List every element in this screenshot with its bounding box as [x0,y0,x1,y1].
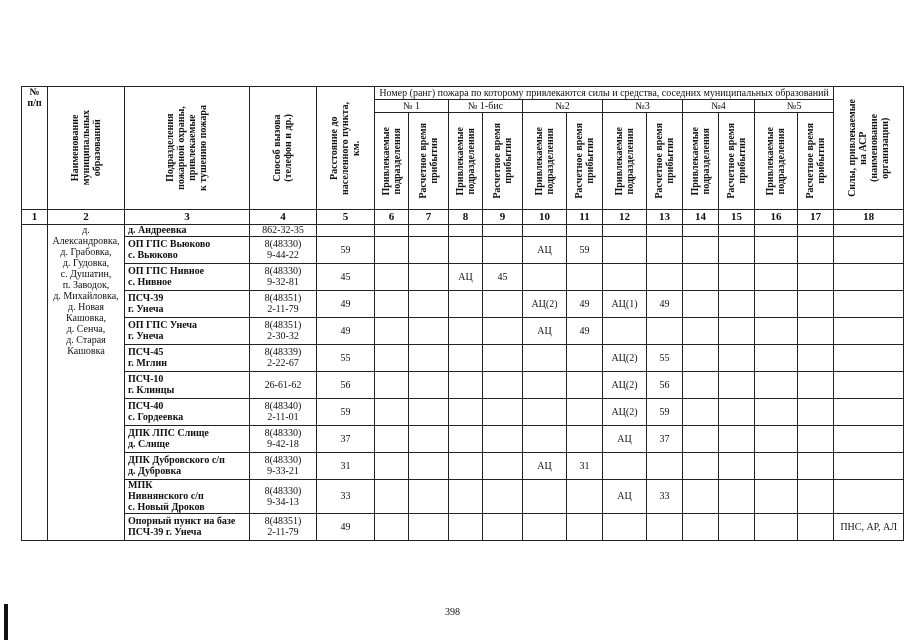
unit-cell: д. Андреевка [125,225,250,237]
arrival-time-cell [647,514,683,541]
rank-5-units-header: Привлекаемые подразделения [755,113,798,210]
phone-cell: 8(48330) 9-42-18 [250,426,317,453]
distance-cell: 37 [317,426,375,453]
engaged-units-cell [449,237,483,264]
table-row [22,399,904,426]
arrival-time-cell [798,480,834,514]
phone-cell: 8(48351) 2-11-79 [250,514,317,541]
arrival-time-cell [483,318,523,345]
fire-forces-table [21,86,904,541]
rank-3-units-header: Привлекаемые подразделения [603,113,647,210]
engaged-units-cell [755,399,798,426]
phone-cell: 8(48330) 9-32-81 [250,264,317,291]
engaged-units-cell: АЦ [603,426,647,453]
engaged-units-cell [449,291,483,318]
phone-cell: 8(48339) 2-22-67 [250,345,317,372]
engaged-units-cell: АЦ [523,453,567,480]
unit-cell: ПСЧ-45 г. Мглин [125,345,250,372]
engaged-units-cell [755,264,798,291]
col-number: 3 [125,210,250,225]
distance-cell: 49 [317,318,375,345]
asr-forces-cell [834,318,904,345]
rank-4-time-header: Расчетное время прибытия [719,113,755,210]
engaged-units-cell [523,514,567,541]
engaged-units-cell [683,291,719,318]
engaged-units-cell [683,514,719,541]
phone-cell: 8(48330) 9-34-13 [250,480,317,514]
engaged-units-cell [449,318,483,345]
engaged-units-cell [375,453,409,480]
engaged-units-cell: АЦ [603,480,647,514]
arrival-time-cell [798,291,834,318]
arrival-time-cell [798,225,834,237]
arrival-time-cell [409,225,449,237]
engaged-units-cell [603,264,647,291]
rank-5-time-header: Расчетное время прибытия [798,113,834,210]
col-number: 9 [483,210,523,225]
arrival-time-cell [647,225,683,237]
engaged-units-cell [523,264,567,291]
engaged-units-cell [449,514,483,541]
scan-edge-mark [4,604,8,640]
arrival-time-cell [567,372,603,399]
distance-cell: 59 [317,399,375,426]
table-row [22,372,904,399]
asr-forces-cell: ПНС, АР, АЛ [834,514,904,541]
unit-cell: ДПК Дубровского с/п д. Дубровка [125,453,250,480]
distance-cell: 49 [317,291,375,318]
phone-cell: 8(48340) 2-11-01 [250,399,317,426]
asr-forces-cell [834,225,904,237]
arrival-time-cell: 31 [567,453,603,480]
arrival-time-cell [483,480,523,514]
col-number: 11 [567,210,603,225]
arrival-time-cell [719,453,755,480]
arrival-time-cell [798,399,834,426]
table-row [22,291,904,318]
page-number: 398 [445,607,460,618]
asr-forces-cell [834,345,904,372]
arrival-time-cell [567,225,603,237]
arrival-time-cell [647,318,683,345]
engaged-units-cell [449,345,483,372]
engaged-units-cell [523,399,567,426]
arrival-time-cell [409,453,449,480]
arrival-time-cell [483,345,523,372]
engaged-units-cell [683,225,719,237]
engaged-units-cell: АЦ(1) [603,291,647,318]
arrival-time-cell [409,372,449,399]
arrival-time-cell [798,237,834,264]
engaged-units-cell [755,453,798,480]
arrival-time-cell [483,426,523,453]
engaged-units-cell [755,345,798,372]
rank-2-header: №2 [523,100,603,113]
unit-cell: Опорный пункт на базе ПСЧ-39 г. Унеча [125,514,250,541]
arrival-time-cell [483,514,523,541]
arrival-time-cell [719,291,755,318]
col-number: 13 [647,210,683,225]
arrival-time-cell: 55 [647,345,683,372]
arrival-time-cell: 33 [647,480,683,514]
engaged-units-cell [523,225,567,237]
table-row [22,318,904,345]
arrival-time-cell: 56 [647,372,683,399]
arrival-time-cell: 49 [647,291,683,318]
asr-forces-cell [834,453,904,480]
engaged-units-cell [683,318,719,345]
engaged-units-cell [375,264,409,291]
engaged-units-cell [603,453,647,480]
arrival-time-cell [719,264,755,291]
engaged-units-cell [755,225,798,237]
header-num: № п/п [22,87,48,210]
phone-cell: 8(48330) 9-33-21 [250,453,317,480]
engaged-units-cell [683,264,719,291]
engaged-units-cell: АЦ(2) [603,345,647,372]
table-row [22,237,904,264]
arrival-time-cell [483,372,523,399]
arrival-time-cell [647,237,683,264]
engaged-units-cell [755,237,798,264]
arrival-time-cell: 59 [647,399,683,426]
asr-forces-cell [834,480,904,514]
asr-forces-cell [834,237,904,264]
engaged-units-cell [375,514,409,541]
distance-cell: 33 [317,480,375,514]
arrival-time-cell [719,237,755,264]
engaged-units-cell [523,426,567,453]
distance-cell: 45 [317,264,375,291]
engaged-units-cell [375,399,409,426]
arrival-time-cell [798,453,834,480]
asr-forces-cell [834,399,904,426]
arrival-time-cell: 37 [647,426,683,453]
arrival-time-cell [409,426,449,453]
engaged-units-cell [755,318,798,345]
engaged-units-cell [683,237,719,264]
phone-cell: 8(48330) 9-44-22 [250,237,317,264]
arrival-time-cell [719,514,755,541]
asr-forces-cell [834,426,904,453]
engaged-units-cell [375,237,409,264]
distance-cell: 49 [317,514,375,541]
arrival-time-cell [719,399,755,426]
engaged-units-cell [449,480,483,514]
engaged-units-cell [449,372,483,399]
arrival-time-cell [798,318,834,345]
unit-cell: МПК Нивнянского с/п с. Новый Дроков [125,480,250,514]
arrival-time-cell [647,264,683,291]
engaged-units-cell [375,345,409,372]
unit-cell: ДПК ЛПС Слище д. Слище [125,426,250,453]
unit-cell: ПСЧ-39 г. Унеча [125,291,250,318]
municipality-cell: д. Александровка, д. Грабовка, д. Гудовка, с. Душатин, п. Заводок, д. Михайловка, д. Новая Кашовка, д. Сенча, д. Старая Кашовка [48,225,125,541]
rank-1-units-header: Привлекаемые подразделения [375,113,409,210]
rank-1-header: № 1 [375,100,449,113]
col-number: 4 [250,210,317,225]
engaged-units-cell: АЦ(2) [523,291,567,318]
engaged-units-cell [755,426,798,453]
rank-2-units-header: Привлекаемые подразделения [523,113,567,210]
arrival-time-cell [483,225,523,237]
unit-cell: ПСЧ-40 с. Гордеевка [125,399,250,426]
arrival-time-cell [567,480,603,514]
engaged-units-cell [375,426,409,453]
engaged-units-cell [683,372,719,399]
engaged-units-cell: АЦ [449,264,483,291]
engaged-units-cell: АЦ(2) [603,399,647,426]
arrival-time-cell [409,345,449,372]
unit-cell: ОП ГПС Нивное с. Нивное [125,264,250,291]
distance-cell: 55 [317,345,375,372]
engaged-units-cell: АЦ [523,237,567,264]
asr-forces-cell [834,291,904,318]
arrival-time-cell [798,264,834,291]
engaged-units-cell [683,399,719,426]
arrival-time-cell [483,453,523,480]
distance-cell: 59 [317,237,375,264]
rank-2-time-header: Расчетное время прибытия [567,113,603,210]
arrival-time-cell [409,399,449,426]
engaged-units-cell: АЦ(2) [603,372,647,399]
arrival-time-cell [798,514,834,541]
engaged-units-cell [683,480,719,514]
rank-4-header: №4 [683,100,755,113]
engaged-units-cell [603,318,647,345]
arrival-time-cell [409,291,449,318]
rank-1bis-units-header: Привлекаемые подразделения [449,113,483,210]
table-row [22,453,904,480]
arrival-time-cell [567,399,603,426]
arrival-time-cell [798,426,834,453]
table-body [22,225,904,541]
col-number: 14 [683,210,719,225]
engaged-units-cell [375,372,409,399]
arrival-time-cell [409,514,449,541]
row-number-cell [22,225,48,541]
engaged-units-cell [603,225,647,237]
engaged-units-cell [755,372,798,399]
col-number: 17 [798,210,834,225]
engaged-units-cell [603,514,647,541]
arrival-time-cell [409,318,449,345]
engaged-units-cell [683,453,719,480]
unit-cell: ПСЧ-10 г. Клинцы [125,372,250,399]
phone-cell: 862-32-35 [250,225,317,237]
engaged-units-cell [449,225,483,237]
engaged-units-cell [375,291,409,318]
phone-cell: 8(48351) 2-11-79 [250,291,317,318]
header-call-method: Способ вызова (телефон и др.) [250,87,317,210]
arrival-time-cell [567,426,603,453]
unit-cell: ОП ГПС Унеча г. Унеча [125,318,250,345]
engaged-units-cell: АЦ [523,318,567,345]
asr-forces-cell [834,264,904,291]
col-number: 6 [375,210,409,225]
rank-3-header: №3 [603,100,683,113]
engaged-units-cell [755,480,798,514]
col-number: 16 [755,210,798,225]
arrival-time-cell: 49 [567,318,603,345]
arrival-time-cell [409,264,449,291]
distance-cell: 31 [317,453,375,480]
arrival-time-cell [567,514,603,541]
col-number: 5 [317,210,375,225]
arrival-time-cell: 45 [483,264,523,291]
distance-cell: 56 [317,372,375,399]
rank-1bis-time-header: Расчетное время прибытия [483,113,523,210]
table-row [22,426,904,453]
engaged-units-cell [523,480,567,514]
col-number: 8 [449,210,483,225]
rank-3-time-header: Расчетное время прибытия [647,113,683,210]
engaged-units-cell [449,453,483,480]
arrival-time-cell [719,318,755,345]
rank-1-time-header: Расчетное время прибытия [409,113,449,210]
engaged-units-cell [683,345,719,372]
header-distance: Расстояние до населенного пункта, км. [317,87,375,210]
header-municipality: Наименование муниципальных образований [48,87,125,210]
arrival-time-cell [647,453,683,480]
arrival-time-cell [409,480,449,514]
arrival-time-cell [719,480,755,514]
engaged-units-cell [449,399,483,426]
col-number: 15 [719,210,755,225]
engaged-units-cell [523,345,567,372]
engaged-units-cell [375,225,409,237]
header-rank-title: Номер (ранг) пожара по которому привлекаются силы и средства, соседних муниципальных образований [375,87,834,100]
arrival-time-cell [719,372,755,399]
asr-forces-cell [834,372,904,399]
arrival-time-cell [719,345,755,372]
arrival-time-cell [483,237,523,264]
table-row [22,514,904,541]
table-row [22,225,904,237]
distance-cell [317,225,375,237]
col-number: 18 [834,210,904,225]
arrival-time-cell [798,372,834,399]
column-numbers-row [22,210,904,225]
engaged-units-cell [449,426,483,453]
table-row [22,345,904,372]
phone-cell: 8(48351) 2-30-32 [250,318,317,345]
rank-4-units-header: Привлекаемые подразделения [683,113,719,210]
phone-cell: 26-61-62 [250,372,317,399]
col-number: 2 [48,210,125,225]
table-row [22,480,904,514]
arrival-time-cell [719,426,755,453]
engaged-units-cell [683,426,719,453]
arrival-time-cell [798,345,834,372]
arrival-time-cell [719,225,755,237]
col-number: 1 [22,210,48,225]
rank-5-header: №5 [755,100,834,113]
header-asr: Силы, привлекаемые на АСР (наименование организации) [834,87,904,210]
table-row [22,264,904,291]
engaged-units-cell [755,291,798,318]
engaged-units-cell [523,372,567,399]
arrival-time-cell [567,345,603,372]
arrival-time-cell [409,237,449,264]
col-number: 10 [523,210,567,225]
arrival-time-cell: 59 [567,237,603,264]
engaged-units-cell [755,514,798,541]
arrival-time-cell [567,264,603,291]
arrival-time-cell [483,399,523,426]
engaged-units-cell [603,237,647,264]
col-number: 12 [603,210,647,225]
arrival-time-cell: 49 [567,291,603,318]
engaged-units-cell [375,480,409,514]
unit-cell: ОП ГПС Вьюково с. Вьюково [125,237,250,264]
rank-1bis-header: № 1-бис [449,100,523,113]
header-units: Подразделения пожарной охраны, привлекаемые к тушению пожара [125,87,250,210]
arrival-time-cell [483,291,523,318]
engaged-units-cell [375,318,409,345]
col-number: 7 [409,210,449,225]
